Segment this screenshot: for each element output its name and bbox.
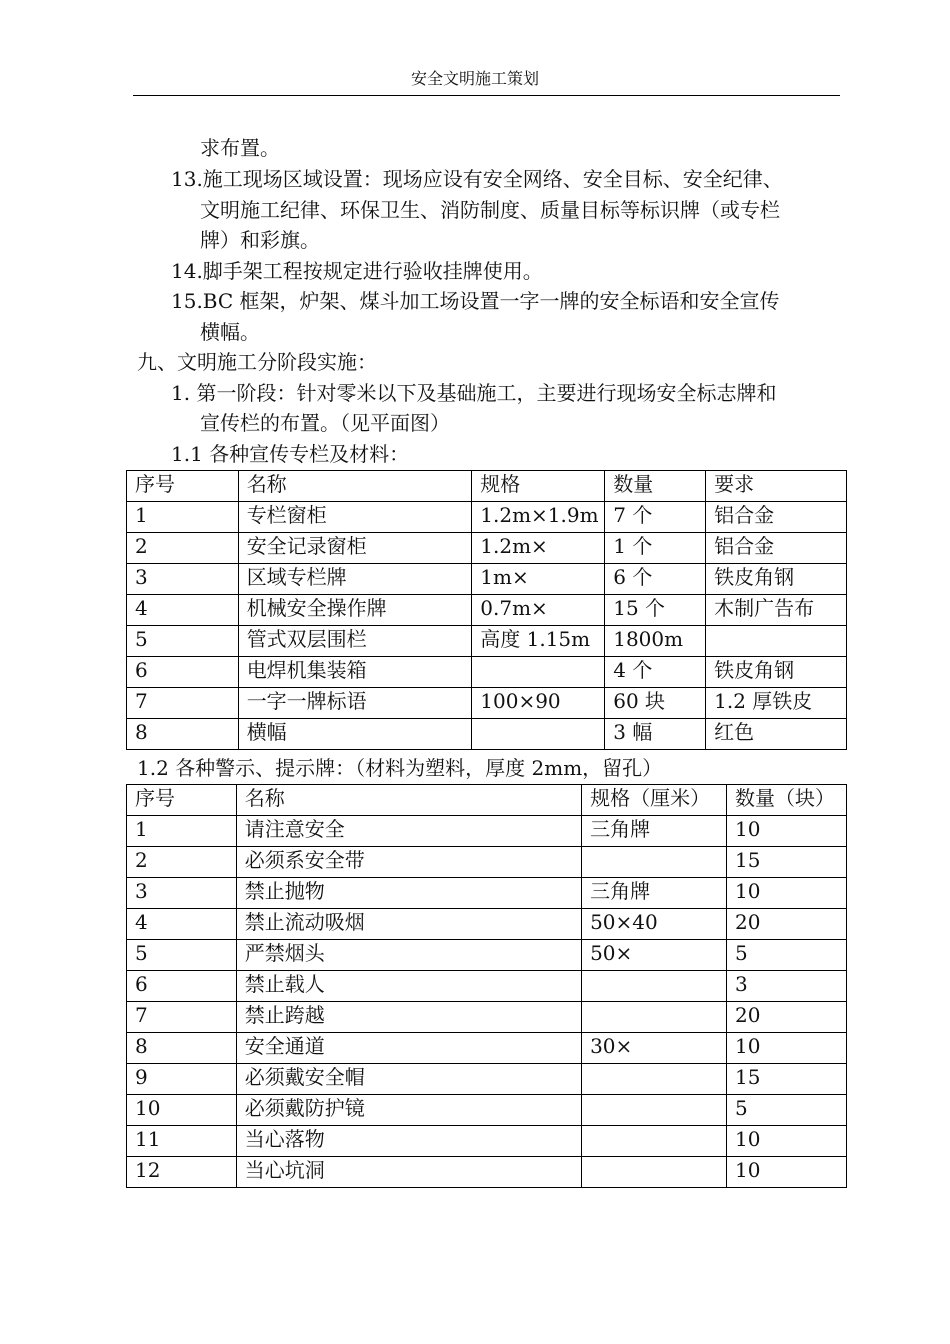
table-cell: 3 [127, 564, 239, 595]
table-row [127, 909, 847, 940]
header-cell: 数量（块） [727, 785, 847, 816]
table-cell: 60 块 [605, 688, 706, 719]
table-row [127, 688, 847, 719]
table-cell: 必须戴防护镜 [236, 1095, 581, 1126]
table-row [127, 626, 847, 657]
table-cell: 禁止跨越 [236, 1002, 581, 1033]
subsection-title: 1.1 各种宣传专栏及材料： [171, 442, 410, 466]
table-row [127, 564, 847, 595]
table-cell: 1.2 厚铁皮 [706, 688, 847, 719]
table-cell [582, 1157, 727, 1188]
paragraph-line: 13.施工现场区域设置：现场应设有安全网络、安全目标、安全纪律、 [171, 167, 783, 191]
table-cell: 1m× [472, 564, 605, 595]
paragraph-line: 求布置。 [200, 136, 280, 160]
table-cell: 机械安全操作牌 [238, 595, 472, 626]
table-cell [582, 847, 727, 878]
header-cell: 规格（厘米） [582, 785, 727, 816]
table-cell: 4 [127, 595, 239, 626]
table-cell [582, 1126, 727, 1157]
table-cell: 必须戴安全帽 [236, 1064, 581, 1095]
table-cell: 15 个 [605, 595, 706, 626]
table-cell: 0.7m× [472, 595, 605, 626]
table-cell: 三角牌 [582, 878, 727, 909]
table-cell: 8 [127, 1033, 237, 1064]
table-cell: 1.2m×1.9m [472, 502, 605, 533]
table-cell: 15 [727, 1064, 847, 1095]
table-row [127, 533, 847, 564]
table-cell: 100×90 [472, 688, 605, 719]
publicity-materials-table [126, 470, 847, 750]
table-cell: 50×40 [582, 909, 727, 940]
table-cell: 禁止抛物 [236, 878, 581, 909]
table-cell: 1 [127, 502, 239, 533]
table-cell: 铁皮角钢 [706, 657, 847, 688]
table-cell: 高度 1.15m [472, 626, 605, 657]
table-cell: 15 [727, 847, 847, 878]
table-cell: 木制广告布 [706, 595, 847, 626]
table-cell: 禁止流动吸烟 [236, 909, 581, 940]
table-cell: 7 [127, 1002, 237, 1033]
table-row [127, 1002, 847, 1033]
table-cell: 10 [727, 1157, 847, 1188]
section-heading: 九、文明施工分阶段实施： [137, 350, 377, 374]
table-cell: 请注意安全 [236, 816, 581, 847]
header-cell: 数量 [605, 471, 706, 502]
table-cell: 1 个 [605, 533, 706, 564]
table-cell: 7 [127, 688, 239, 719]
table-cell: 11 [127, 1126, 237, 1157]
table-cell: 6 个 [605, 564, 706, 595]
header-cell: 规格 [472, 471, 605, 502]
table-row [127, 816, 847, 847]
table-cell: 禁止载人 [236, 971, 581, 1002]
table-cell: 7 个 [605, 502, 706, 533]
table-cell: 5 [127, 626, 239, 657]
warning-signs-table [126, 784, 847, 1188]
table-cell: 管式双层围栏 [238, 626, 472, 657]
table-cell: 20 [727, 909, 847, 940]
table-row [127, 971, 847, 1002]
paragraph-line: 文明施工纪律、环保卫生、消防制度、质量目标等标识牌（或专栏 [200, 198, 780, 222]
table-cell: 4 个 [605, 657, 706, 688]
table-cell: 1 [127, 816, 237, 847]
paragraph-line: 1. 第一阶段：针对零米以下及基础施工，主要进行现场安全标志牌和 [171, 381, 777, 405]
table-cell: 2 [127, 533, 239, 564]
table-cell: 6 [127, 971, 237, 1002]
table-cell [472, 719, 605, 750]
table-cell: 安全记录窗柜 [238, 533, 472, 564]
table-cell: 电焊机集装箱 [238, 657, 472, 688]
paragraph-line: 宣传栏的布置。（见平面图） [200, 411, 450, 435]
table-cell: 5 [727, 1095, 847, 1126]
table-cell: 一字一牌标语 [238, 688, 472, 719]
table-cell: 30× [582, 1033, 727, 1064]
table-cell [582, 971, 727, 1002]
table-cell: 10 [727, 1126, 847, 1157]
header-cell: 序号 [127, 785, 237, 816]
header-cell: 序号 [127, 471, 239, 502]
table-row [127, 1157, 847, 1188]
page-header-title: 安全文明施工策划 [410, 69, 539, 88]
table-cell: 3 [127, 878, 237, 909]
table-cell: 三角牌 [582, 816, 727, 847]
table-row [127, 719, 847, 750]
table-cell: 严禁烟头 [236, 940, 581, 971]
table-row [127, 595, 847, 626]
table-cell [472, 657, 605, 688]
paragraph-line: 横幅。 [200, 320, 260, 344]
header-cell: 要求 [706, 471, 847, 502]
table-header-row [127, 785, 847, 816]
table-cell: 9 [127, 1064, 237, 1095]
table-cell: 50× [582, 940, 727, 971]
table-cell: 12 [127, 1157, 237, 1188]
table-cell: 铝合金 [706, 533, 847, 564]
table1-body [127, 471, 847, 750]
paragraph-line: 15.BC 框架，炉架、煤斗加工场设置一字一牌的安全标语和安全宣传 [171, 289, 780, 313]
table-cell: 专栏窗柜 [238, 502, 472, 533]
header-rule [133, 95, 840, 96]
table-cell: 3 [727, 971, 847, 1002]
table-header-row [127, 471, 847, 502]
table-cell: 2 [127, 847, 237, 878]
table-cell [582, 1002, 727, 1033]
paragraph-line: 14.脚手架工程按规定进行验收挂牌使用。 [171, 259, 543, 283]
table-cell: 1.2m× [472, 533, 605, 564]
table-cell: 3 幅 [605, 719, 706, 750]
table-cell: 铁皮角钢 [706, 564, 847, 595]
table-row [127, 1033, 847, 1064]
header-cell: 名称 [236, 785, 581, 816]
table-cell: 10 [727, 1033, 847, 1064]
table-cell: 10 [127, 1095, 237, 1126]
paragraph-line: 牌）和彩旗。 [200, 228, 320, 252]
table-cell: 红色 [706, 719, 847, 750]
table-row [127, 1095, 847, 1126]
table-cell: 区域专栏牌 [238, 564, 472, 595]
table-cell: 10 [727, 878, 847, 909]
table-cell: 5 [727, 940, 847, 971]
subsection-title: 1.2 各种警示、提示牌：（材料为塑料，厚度 2mm，留孔） [137, 756, 663, 780]
table-cell [582, 1064, 727, 1095]
table-row [127, 847, 847, 878]
table-cell [706, 626, 847, 657]
header-cell: 名称 [238, 471, 472, 502]
table-row [127, 1126, 847, 1157]
table-row [127, 1064, 847, 1095]
table-cell: 8 [127, 719, 239, 750]
table-cell: 当心坑洞 [236, 1157, 581, 1188]
table-row [127, 502, 847, 533]
table-row [127, 878, 847, 909]
table-cell: 铝合金 [706, 502, 847, 533]
table-cell: 10 [727, 816, 847, 847]
table-cell: 必须系安全带 [236, 847, 581, 878]
table-cell [582, 1095, 727, 1126]
table-cell: 横幅 [238, 719, 472, 750]
table-cell: 6 [127, 657, 239, 688]
table-cell: 20 [727, 1002, 847, 1033]
table-cell: 4 [127, 909, 237, 940]
table-cell: 1800m [605, 626, 706, 657]
table-cell: 5 [127, 940, 237, 971]
table-row [127, 657, 847, 688]
table-row [127, 940, 847, 971]
table-cell: 当心落物 [236, 1126, 581, 1157]
table-cell: 安全通道 [236, 1033, 581, 1064]
table2-body [127, 785, 847, 1188]
